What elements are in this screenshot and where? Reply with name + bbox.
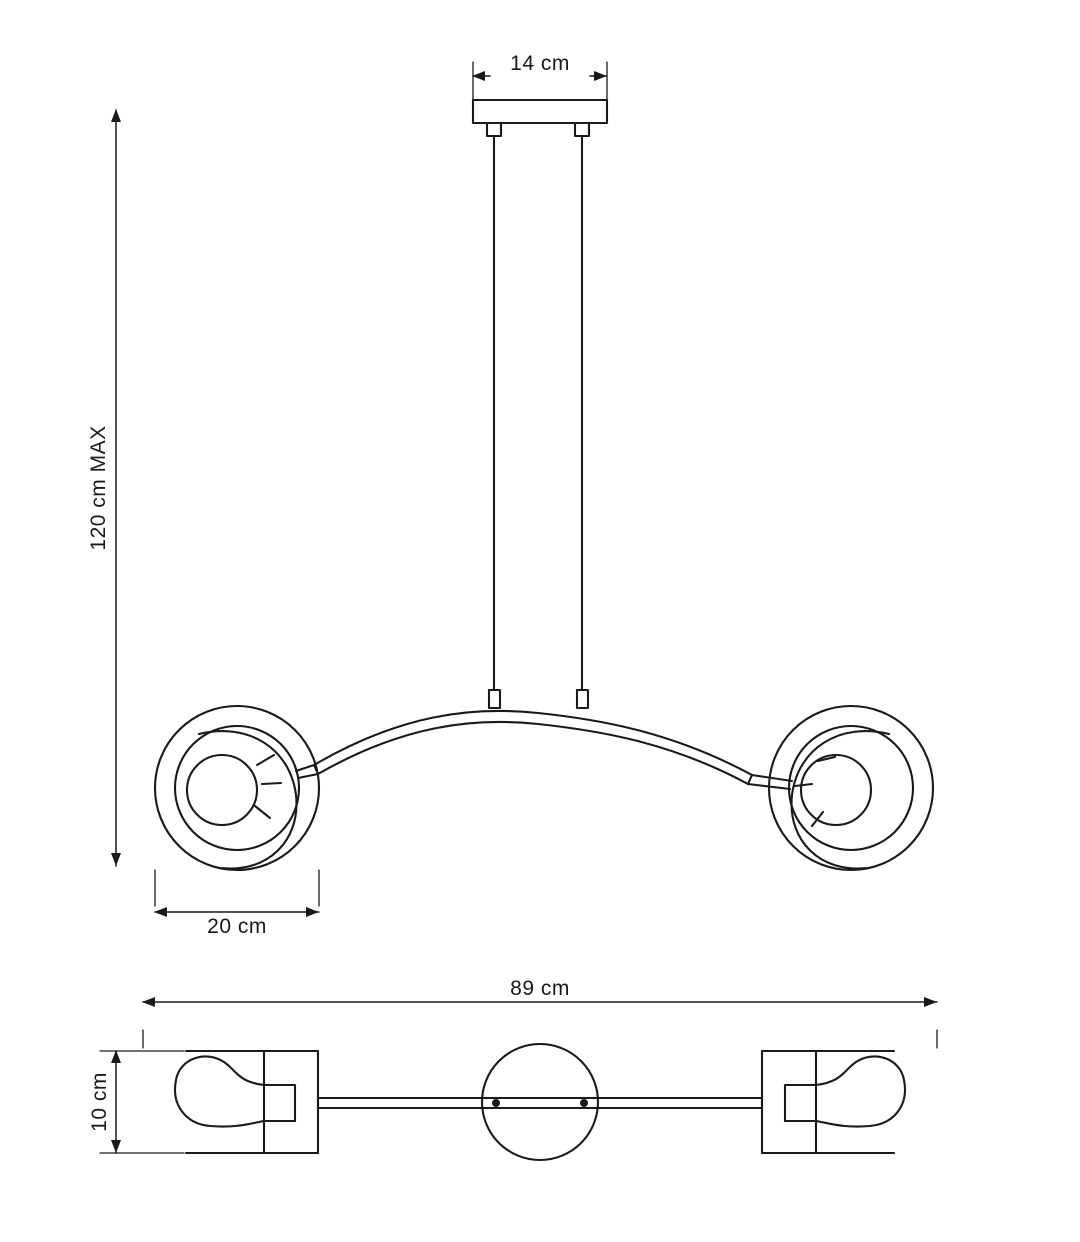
right-shade [748, 706, 933, 870]
plan-view [100, 1002, 937, 1160]
label-max-height: 120 cm MAX [87, 425, 110, 551]
ceiling-canopy [473, 100, 607, 136]
label-total-length: 89 cm [510, 977, 570, 1000]
curved-arm [314, 711, 752, 784]
dimension-shade-diameter [155, 870, 319, 912]
plan-arm [318, 1098, 762, 1108]
dimension-max-height [116, 110, 470, 866]
plan-right-shade [762, 1051, 905, 1153]
plan-left-shade [175, 1051, 318, 1153]
label-canopy-width: 14 cm [510, 52, 570, 75]
suspension-cables [489, 136, 588, 708]
front-elevation-view [116, 62, 933, 912]
left-shade [155, 706, 319, 870]
label-shade-diameter: 20 cm [207, 915, 267, 938]
dimension-plan-depth [100, 1051, 184, 1153]
dimension-total-length [143, 1002, 937, 1048]
label-plan-depth: 10 cm [88, 1072, 111, 1132]
